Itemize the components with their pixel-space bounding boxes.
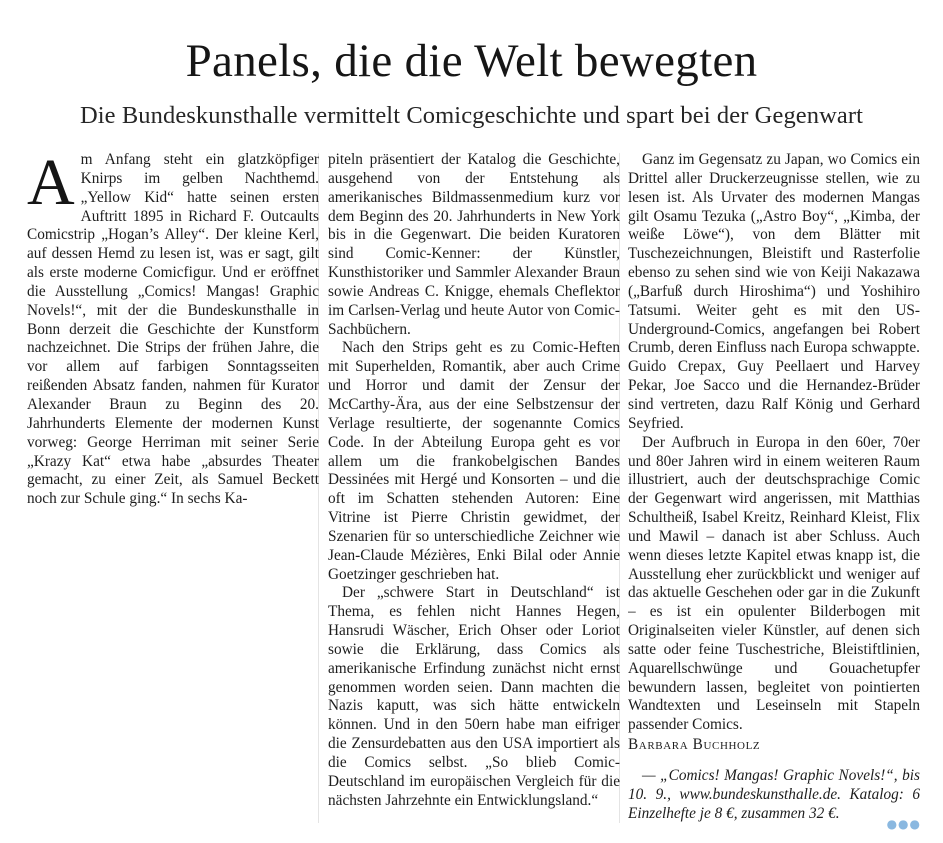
- paragraph: piteln präsentiert der Katalog die Geschichte, ausgehend von der Entstehung als amerikanisches Bildmassenmedium kurz vor dem Beginn des 20. Jahrhunderts in New York bis in die Gegenwart. Die beiden Kuratoren sind Comic-Kenner: der Künstler, Kunsthistoriker und Sammler Alexander Braun sowie Andreas C. Knigge, ehemals Cheflektor im Carlsen-Verlag und heute Autor von Comic-Sachbüchern.: [328, 151, 620, 338]
- drop-cap: A: [27, 151, 75, 219]
- spacer: [628, 755, 920, 767]
- headline: Panels, die die Welt bewegten: [185, 35, 758, 87]
- article-column-3: [628, 151, 920, 824]
- exhibition-info: — „Comics! Mangas! Graphic Novels!“, bis 10. 9., www.bundeskunsthalle.de. Katalog: 6 Einzelhefte je 8 €, zusammen 32 €.: [628, 767, 920, 822]
- article-column-1: [27, 151, 319, 509]
- paragraph-text: m Anfang steht ein glatzköpfiger Knirps im gelben Nachthemd. „Yellow Kid“ hatte seinen ersten Auftritt 1895 in Richard F. Outcaults Comicstrip „Hogan’s Alley“. Der kleine Kerl, auf dessen Hemd zu lesen ist, was er sagt, gilt als erste moderne Comicfigur. Und er eröffnet die Ausstellung „Comics! Mangas! Graphic Novels!“, mit der die Bundeskunsthalle in Bonn derzeit die Geschichte der Kunstform nachzeichnet. Die Strips der frühen Jahre, die vor allem auf farbigen Sonntagsseiten reißenden Absatz fanden, nahmen für Kurator Alexander Braun zu Beginn des 20. Jahrhunderts Elemente der modernen Kunst vorweg: George Herriman mit seiner Serie „Krazy Kat“ etwa habe „absurdes Theater gemacht, zu einer Zeit, als Samuel Beckett noch zur Schule ging.“ In sechs Ka-: [27, 151, 319, 508]
- article-column-2: [328, 151, 620, 811]
- author-byline: Barbara Buchholz: [628, 736, 761, 754]
- paragraph: Der Aufbruch in Europa in den 60er, 70er und 80er Jahren wird in einem weiteren Raum illustriert, auch der deutschsprachige Comic der Gegenwart wird angerissen, mit Matthias Schultheiß, Isabel Kreitz, Reinhard Kleist, Flix und Mawil – danach ist aber Schluss. Auch wenn dieses letzte Kapitel etwas knapp ist, die Ausstellung eher zurückblickt und weniger auf das aktuelle Geschehen oder gar in die Zukunft – es ist ein opulenter Bilderbogen mit Originalseiten vieler Künstler, auf denen sich satte oder feine Tuschestriche, Bleistiftlinien, Aquarellschwünge und Gouachetupfer bewundern lassen, begleitet von pointierten Wandtexten und Leseinseln mit Stapeln passender Comics.: [628, 433, 920, 734]
- scan-artifact-dots: ●●●: [886, 817, 921, 831]
- paragraph: [27, 151, 319, 509]
- paragraph: Ganz im Gegensatz zu Japan, wo Comics ein Drittel aller Druckerzeugnisse stellen, wie zu lesen ist. Als Urvater des modernen Mangas gilt Osamu Tezuka („Astro Boy“, „Kimba, der weiße Löwe“), von dem Blätter mit Tuschezeichnungen, Bleistift und Rasterfolie ebenso zu sehen sind wie von Keiji Nakazawa („Barfuß durch Hiroshima“) und Yoshihiro Tatsumi. Weiter geht es mit den US-Underground-Comics, angefangen bei Robert Crumb, deren Einfluss nach Europa schwappte. Guido Crepax, Guy Peellaert und Harvey Pekar, Joe Sacco und die Hernandez-Brüder sind vertreten, dazu Ralf König und Gerhard Seyfried.: [628, 151, 920, 432]
- subheadline: Die Bundeskunsthalle vermittelt Comicgeschichte und spart bei der Gegenwart: [79, 102, 864, 129]
- paragraph: Der „schwere Start in Deutschland“ ist Thema, es fehlen nicht Hannes Hegen, Hansrudi Wäscher, Erich Ohser oder Loriot sowie die Erklärung, dass Comics als amerikanische Erfindung zunächst nicht ernst genommen worden seien. Dann machten die Nazis kaputt, was sich hätte entwickeln können. Und in den 50ern habe man eifriger die Zensurdebatten aus den USA importiert als die Comics selbst. „So blieb Comic-Deutschland im europäischen Vergleich für die nächsten Jahrzehnte ein Entwicklungsland.“: [328, 584, 620, 809]
- paragraph: Nach den Strips geht es zu Comic-Heften mit Superhelden, Romantik, aber auch Crime und Horror und damit der Zensur der McCarthy-Ära, aus der eine Selbstzensur der Verlage resultierte, der sogenannte Comics Code. In der Abteilung Europa geht es vor allem um die frankobelgischen Bandes Dessinées mit Hergé und Konsorten – und die oft im Schatten stehenden Autoren: Eine Vitrine ist Pierre Christin gewidmet, der Szenarien für so unterschiedliche Zeichner wie Jean-Claude Mézières, Enki Bilal oder Annie Goetzinger geschrieben hat.: [328, 339, 620, 583]
